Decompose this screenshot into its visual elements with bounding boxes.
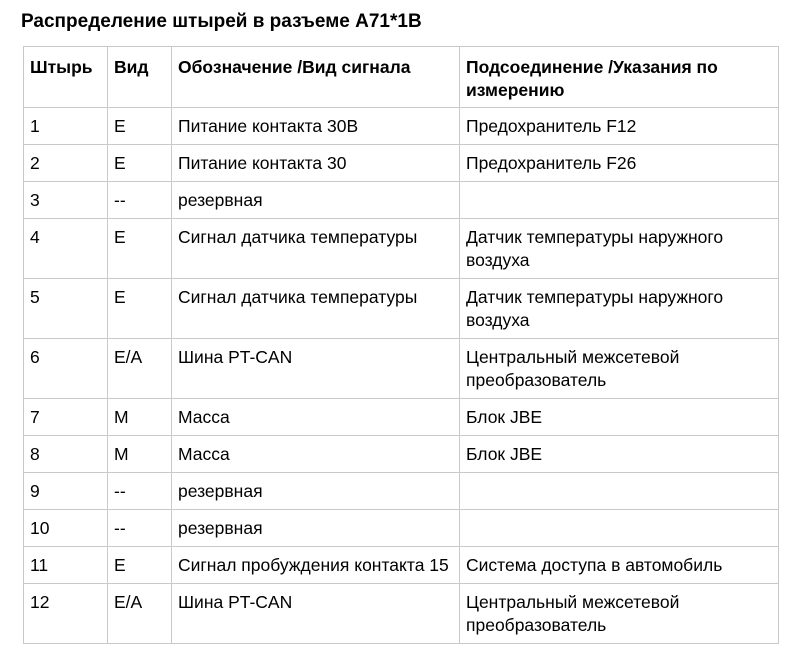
cell-pin: 4 [24, 219, 108, 279]
cell-pin: 5 [24, 279, 108, 339]
table-header-row [24, 47, 779, 108]
cell-designation: Шина PT-CAN [172, 339, 460, 399]
cell-designation: Питание контакта 30B [172, 108, 460, 145]
cell-pin: 8 [24, 436, 108, 473]
cell-designation: Масса [172, 436, 460, 473]
table-row [24, 339, 779, 399]
cell-connection [460, 182, 779, 219]
table-row [24, 145, 779, 182]
cell-pin: 11 [24, 547, 108, 584]
cell-connection: Датчик температуры наружного воздуха [460, 219, 779, 279]
table-row [24, 279, 779, 339]
cell-type: E/A [108, 584, 172, 644]
cell-pin: 12 [24, 584, 108, 644]
cell-designation: резервная [172, 473, 460, 510]
table-row [24, 182, 779, 219]
header-type: Вид [108, 47, 172, 108]
header-connection: Подсоединение /Указания по измерению [460, 47, 779, 108]
cell-pin: 1 [24, 108, 108, 145]
table-row [24, 219, 779, 279]
cell-type: E/A [108, 339, 172, 399]
cell-type: -- [108, 182, 172, 219]
table-row [24, 436, 779, 473]
cell-type: M [108, 399, 172, 436]
table-row [24, 473, 779, 510]
header-pin: Штырь [24, 47, 108, 108]
cell-connection: Блок JBE [460, 399, 779, 436]
table-row [24, 108, 779, 145]
cell-connection: Датчик температуры наружного воздуха [460, 279, 779, 339]
table-row [24, 584, 779, 644]
pin-assignment-table [23, 46, 779, 644]
cell-type: E [108, 547, 172, 584]
cell-pin: 6 [24, 339, 108, 399]
cell-type: -- [108, 510, 172, 547]
cell-connection [460, 473, 779, 510]
cell-designation: Сигнал пробуждения контакта 15 [172, 547, 460, 584]
cell-type: -- [108, 473, 172, 510]
cell-connection: Предохранитель F12 [460, 108, 779, 145]
cell-type: E [108, 145, 172, 182]
cell-pin: 7 [24, 399, 108, 436]
cell-designation: Сигнал датчика температуры [172, 219, 460, 279]
cell-pin: 3 [24, 182, 108, 219]
table-row [24, 399, 779, 436]
cell-designation: Шина PT-CAN [172, 584, 460, 644]
cell-connection: Блок JBE [460, 436, 779, 473]
cell-designation: резервная [172, 182, 460, 219]
cell-connection: Система доступа в автомобиль [460, 547, 779, 584]
cell-type: E [108, 279, 172, 339]
cell-type: E [108, 219, 172, 279]
table-row [24, 547, 779, 584]
page-title: Распределение штырей в разъеме A71*1B [21, 11, 422, 32]
cell-pin: 9 [24, 473, 108, 510]
cell-type: M [108, 436, 172, 473]
cell-designation: Масса [172, 399, 460, 436]
cell-connection: Центральный межсетевой преобразователь [460, 584, 779, 644]
cell-connection: Предохранитель F26 [460, 145, 779, 182]
cell-designation: Сигнал датчика температуры [172, 279, 460, 339]
cell-designation: резервная [172, 510, 460, 547]
cell-connection [460, 510, 779, 547]
header-designation: Обозначение /Вид сигнала [172, 47, 460, 108]
table-row [24, 510, 779, 547]
cell-connection: Центральный межсетевой преобразователь [460, 339, 779, 399]
cell-designation: Питание контакта 30 [172, 145, 460, 182]
cell-pin: 10 [24, 510, 108, 547]
cell-type: E [108, 108, 172, 145]
cell-pin: 2 [24, 145, 108, 182]
